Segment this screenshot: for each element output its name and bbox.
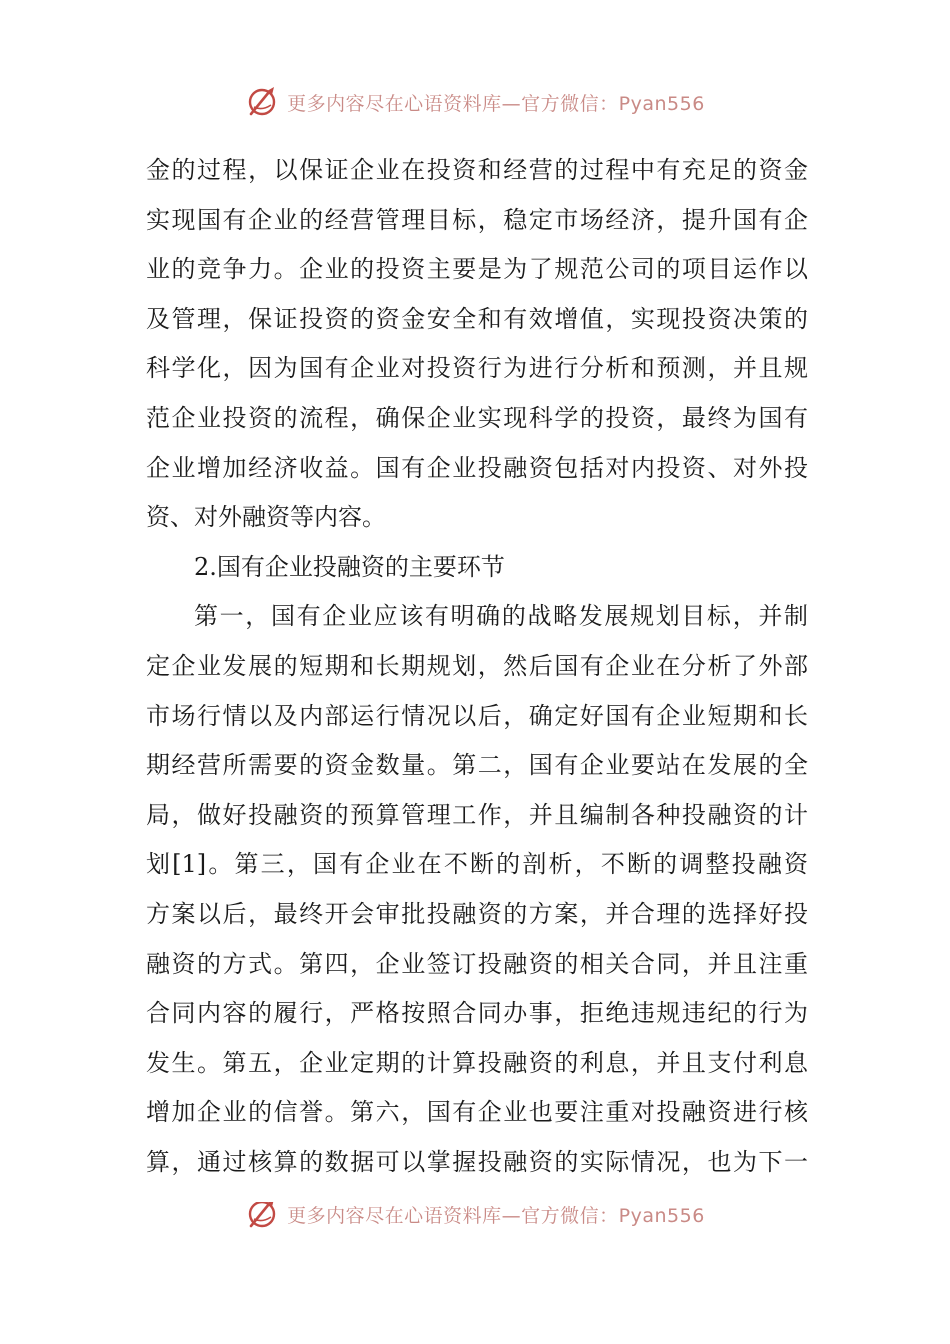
paragraph-line: 市场行情以及内部运行情况以后，确定好国有企业短期和长 (146, 701, 808, 730)
paragraph-line: 及管理，保证投资的资金安全和有效增值，实现投资决策的 (146, 304, 808, 333)
paragraph-line: 期经营所需要的资金数量。第二，国有企业要站在发展的全 (146, 751, 808, 780)
paragraph-line: 融资的方式。第四，企业签订投融资的相关合同，并且注重 (146, 949, 808, 978)
paragraph-line: 金的过程，以保证企业在投资和经营的过程中有充足的资金 (146, 156, 808, 184)
paragraph-line: 定企业发展的短期和长期规划，然后国有企业在分析了外部 (146, 651, 808, 680)
document-body (146, 146, 808, 1187)
paragraph-line: 范企业投资的流程，确保企业实现科学的投资，最终为国有 (146, 403, 808, 432)
paragraph-line: 业的竞争力。企业的投资主要是为了规范公司的项目运作以 (146, 255, 808, 284)
paragraph-line: 增加企业的信誉。第六，国有企业也要注重对投融资进行核 (146, 1098, 808, 1127)
paragraph-line: 局，做好投融资的预算管理工作，并且编制各种投融资的计 (146, 800, 808, 829)
pen-logo-icon (245, 1202, 279, 1231)
paragraph-line: 资、对外融资等内容。 (146, 503, 386, 532)
paragraph-line: 企业增加经济收益。国有企业投融资包括对内投资、对外投 (146, 453, 808, 482)
watermark-banner-bottom (0, 1202, 950, 1238)
paragraph-line: 第一，国有企业应该有明确的战略发展规划目标，并制 (194, 602, 808, 631)
paragraph-line: 划[1]。第三，国有企业在不断的剖析，不断的调整投融资 (146, 850, 808, 879)
watermark-banner-top (0, 82, 950, 122)
watermark-text: 更多内容尽在心语资料库—官方微信：Pyan556 (287, 1204, 705, 1227)
paragraph-line: 算，通过核算的数据可以掌握投融资的实际情况，也为下一 (146, 1147, 808, 1176)
paragraph-line: 合同内容的履行，严格按照合同办事，拒绝违规违纪的行为 (146, 999, 808, 1028)
section-heading: 2.国有企业投融资的主要环节 (194, 552, 505, 581)
paragraph-line: 发生。第五，企业定期的计算投融资的利息，并且支付利息 (146, 1048, 808, 1077)
watermark-text: 更多内容尽在心语资料库—官方微信：Pyan556 (287, 92, 705, 115)
paragraph-line: 实现国有企业的经营管理目标，稳定市场经济，提升国有企 (146, 205, 808, 234)
paragraph-line: 方案以后，最终开会审批投融资的方案，并合理的选择好投 (146, 899, 808, 928)
pen-logo-icon (245, 85, 279, 119)
paragraph-line: 科学化，因为国有企业对投资行为进行分析和预测，并且规 (146, 354, 808, 383)
